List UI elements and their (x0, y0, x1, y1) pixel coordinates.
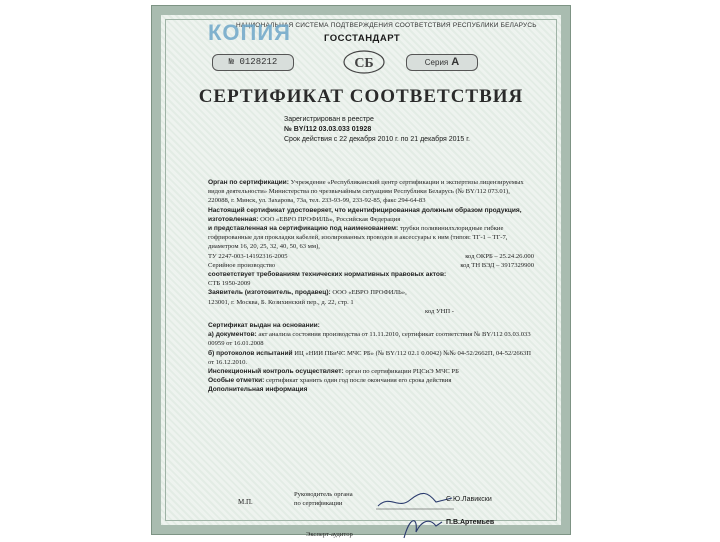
copy-stamp: КОПИЯ (208, 20, 291, 45)
additional-info-label: Дополнительная информация (208, 386, 308, 394)
certifies-label: Настоящий сертификат удостоверяет, что идентифицированная должным образом продукция, изготовленная: (208, 206, 522, 223)
product-text: трубки поливинилхлоридные гибкие гофрированные для прокладки кабелей, изолированных проводов и аксессуары к ним (типов: ТГ-1 – ТГ-7, диаметром 16, 20, 25, 32, 40, 50, 63 мм), (208, 225, 508, 251)
form-number: № 0128212 (228, 57, 278, 67)
tnved-code: код ТН ВЭД – 3917329900 (460, 261, 534, 269)
inspection-paragraph (208, 367, 534, 376)
head-label-line1: Руководитель органа (294, 491, 353, 498)
notes-text: сертификат хранить один год после окончания его срока действия (266, 377, 452, 385)
expert-signature-icon (396, 512, 446, 542)
manufacturer-paragraph (208, 206, 534, 224)
registry-line: Зарегистрирован в реестре (284, 116, 374, 123)
certificate-document (152, 6, 570, 538)
docs-label: а) документов: (208, 331, 257, 339)
serial-production: Серийное производство (208, 261, 276, 269)
certificate-body (208, 178, 534, 395)
unp-row (208, 307, 534, 316)
organ-address: 220088, г. Минск, ул. Захарова, 73а, тел. 233-93-99, 233-92-85, факс 294-64-83 (208, 197, 426, 205)
notes-paragraph (208, 376, 534, 385)
expert-label: Эксперт-аудитор (306, 531, 353, 538)
organ-text: Учреждение «Республиканский центр сертификации и экспертизы лицензируемых видов деятельности» Министерства по чрезвычайным ситуациям Республики Беларусь (№ BY/112 073.01), (208, 179, 524, 196)
product-paragraph (208, 224, 534, 252)
registry-block (284, 115, 470, 145)
docs-text: акт анализа состояния производства от 11.11.2010, сертификат соответствия № BY/112 03.03.033 00959 от 16.01.2008 (208, 331, 531, 348)
stb-standard: СТБ 1950-2009 (208, 280, 251, 288)
applicant-label: Заявитель (изготовитель, продавец): (208, 289, 331, 297)
basis-label: Сертификат выдан на основании: (208, 322, 320, 330)
series-box (406, 54, 478, 71)
certificate-frame (165, 19, 557, 538)
applicant-paragraph (208, 288, 534, 297)
head-signature-icon (376, 488, 454, 512)
unp-code: код УНП - (424, 307, 454, 315)
inspection-text: орган по сертификации РЦСиЭ МЧС РБ (345, 368, 459, 376)
tu-row (208, 252, 534, 261)
certification-mark-icon (341, 48, 387, 76)
complies-label: соответствует требованиям технических нормативных правовых актов: (208, 271, 447, 279)
organ-label: Орган по сертификации: (208, 179, 289, 186)
okrb-code: код ОКРБ – 25.24.26.000 (465, 252, 534, 260)
notes-label: Особые отметки: (208, 377, 265, 385)
validity-period: Срок действия с 22 декабря 2010 г. по 21 декабря 2015 г. (284, 136, 470, 143)
applicant-address: 123001, г. Москва, Б. Козихинский пер., д. 22, стр. 1 (208, 298, 354, 306)
certificate-title: СЕРТИФИКАТ СООТВЕТСТВИЯ (198, 86, 524, 107)
protocols-paragraph (208, 349, 534, 367)
form-number-box (212, 54, 294, 71)
head-signature-label (294, 490, 353, 508)
serial-row (208, 261, 534, 270)
inspection-label: Инспекционный контроль осуществляет: (208, 368, 344, 376)
product-label: и представленная на сертификацию под наименованием: (208, 225, 399, 233)
tu-code: ТУ 2247-003-14192316-2005 (208, 252, 288, 260)
manufacturer: ООО «ЕВРО ПРОФИЛЬ», Российская Федерация (260, 215, 401, 223)
series-letter: А (451, 56, 460, 68)
organ-paragraph (208, 178, 534, 196)
series-label: Серия (424, 58, 449, 67)
svg-text:СБ: СБ (354, 56, 374, 71)
protocols-text: ИЦ «НИИ ПБиЧС МЧС РБ» (№ BY/112 02.1 0.0042) №№ 04-52/2662П, 04-52/2663П от 16.12.2010. (208, 349, 532, 366)
applicant-text: ООО «ЕВРО ПРОФИЛЬ», (332, 289, 407, 297)
expert-name: П.В.Артемьев (446, 519, 495, 526)
protocols-label: б) протоколов испытаний (208, 349, 293, 357)
head-name: С.Ю.Лавикски (446, 496, 492, 503)
docs-paragraph (208, 330, 534, 348)
system-name-line: НАЦИОНАЛЬНАЯ СИСТЕМА ПОДТВЕРЖДЕНИЯ СООТВЕТСТВИЯ РЕСПУБЛИКИ БЕЛАРУСЬ (236, 22, 537, 29)
seal-place-label: М.П. (238, 498, 253, 506)
agency-name: ГОССТАНДАРТ (324, 33, 401, 44)
registry-number: № BY/112 03.03.033 01928 (284, 126, 372, 133)
head-label-line2: по сертификации (294, 500, 343, 507)
